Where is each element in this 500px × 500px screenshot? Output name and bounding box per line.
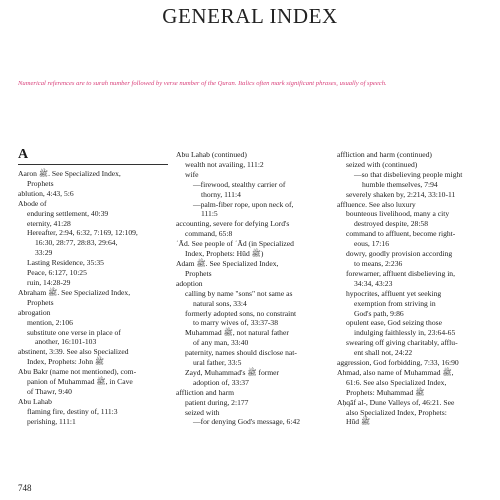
index-entry: natural sons, 33:4	[193, 298, 247, 308]
index-entry: Prophets	[27, 297, 54, 307]
index-entry: ent shall not, 24:22	[354, 348, 413, 358]
index-entry: abrogation	[18, 307, 51, 317]
index-entry: Adam ﷺ. See Specialized Index,	[176, 258, 279, 268]
section-letter: A	[18, 147, 168, 165]
index-entry: Prophets: Muhammad ﷺ	[346, 387, 425, 397]
index-entry: formerly adopted sons, no constraint	[185, 308, 297, 318]
index-column-1	[18, 147, 168, 427]
index-entry: 33:29	[35, 248, 53, 258]
index-entry: thorny, 111:4	[201, 189, 241, 199]
index-entry: accounting, severe for defying Lord's	[176, 219, 290, 229]
index-entry: severely shaken by, 2:214, 33:10-11	[346, 189, 456, 199]
index-entry: Index, Prophets: John ﷺ	[27, 357, 105, 367]
index-entry: destroyed despite, 28:58	[354, 219, 429, 229]
index-note: Numerical references are to surah number followed by verse number of the Quran. Italics often mark significant phrases, usually of speech.	[18, 80, 387, 87]
index-entry: Abu Lahab (continued)	[176, 150, 247, 159]
index-entry: Peace, 6:127, 10:25	[27, 268, 87, 278]
index-entry: patient during, 2:177	[185, 397, 249, 407]
page-title: GENERAL INDEX	[162, 4, 338, 28]
index-entry: Hūd ﷺ	[346, 417, 371, 427]
index-entry: Index, Prophets: Hūd ﷺ)	[185, 249, 264, 259]
index-entry: of any man, 33:40	[193, 338, 249, 348]
index-entry: bounteous livelihood, many a city	[346, 209, 450, 219]
index-entry: Prophets	[185, 268, 212, 278]
index-entry: command to affluent, become right-	[346, 229, 456, 239]
index-entry: indulging faithlessly in, 23:64-65	[354, 328, 456, 338]
index-entry: eous, 17:16	[354, 239, 390, 249]
index-entry: affliction and harm	[176, 387, 235, 397]
index-entry: aggression, God forbidding, 7:33, 16:90	[337, 358, 459, 368]
index-entry: substitute one verse in place of	[27, 327, 121, 337]
index-entry: ruin, 14:28-29	[27, 277, 71, 287]
index-entry: humble themselves, 7:94	[362, 179, 438, 189]
index-entry: command, 65:8	[185, 229, 233, 239]
index-entry: ablution, 4:43, 5:6	[18, 188, 74, 198]
index-entry: —palm-fiber rope, upon neck of,	[193, 199, 294, 209]
index-column-2	[176, 150, 326, 427]
index-entry: mention, 2:106	[27, 317, 73, 327]
index-entry: flaming fire, destiny of, 111:3	[27, 406, 118, 416]
index-entry: enduring settlement, 40:39	[27, 208, 109, 218]
index-entry: adoption	[176, 278, 203, 288]
index-entry: 34:34, 43:23	[354, 278, 393, 288]
index-entry: swearing off giving charitably, afflu-	[346, 338, 458, 348]
index-entry: eternity, 41:28	[27, 218, 71, 228]
index-entry: adoption of, 33:37	[193, 377, 249, 387]
index-entry: opulent ease, God seizing those	[346, 318, 442, 328]
index-entry: exemption from striving in	[354, 298, 436, 308]
index-entry: Zayd, Muhammad's ﷺ former	[185, 367, 280, 377]
index-entry: paternity, names should disclose nat-	[185, 348, 297, 358]
index-entry: 111:5	[201, 209, 218, 219]
index-entry: Aaron ﷺ. See Specialized Index,	[18, 169, 121, 178]
page-number: 748	[18, 483, 32, 493]
index-entry: —firewood, stealthy carrier of	[193, 179, 286, 189]
index-entry: hypocrites, affluent yet seeking	[346, 288, 442, 298]
index-entry: Abu Bakr (name not mentioned), com-	[18, 367, 137, 377]
index-entry: seized with (continued)	[346, 159, 418, 169]
index-entry: God's path, 9:86	[354, 308, 404, 318]
index-entry: seized with	[185, 407, 220, 417]
index-entry: Abu Lahab	[18, 396, 52, 406]
index-entry: wealth not availing, 111:2	[185, 159, 264, 169]
index-column-3	[337, 150, 487, 427]
index-entry: another, 16:101-103	[35, 337, 97, 347]
index-entry: to marry wives of, 33:37-38	[193, 318, 278, 328]
index-entry: Aḥqāf al-, Dune Valleys of, 46:21. See	[337, 397, 455, 407]
index-entry: Lasting Residence, 35:35	[27, 258, 104, 268]
index-entry: 16:30, 28:77, 28:83, 29:64,	[35, 238, 118, 248]
index-entry: ural father, 33:5	[193, 358, 242, 368]
index-entry: panion of Muhammad ﷺ, in Cave	[27, 377, 133, 387]
index-entry: perishing, 111:1	[27, 416, 76, 426]
index-entry: of Thawr, 9:40	[27, 386, 72, 396]
index-entry: affluence. See also luxury	[337, 199, 416, 209]
index-entry: abstinent, 3:39. See also Specialized	[18, 347, 129, 357]
index-entry: Prophets	[27, 178, 54, 188]
index-entry: forewarner, affluent disbelieving in,	[346, 268, 455, 278]
index-entry: ʿĀd. See people of ʿĀd (in Specialized	[176, 239, 294, 249]
index-entry: Abode of	[18, 198, 47, 208]
index-entry: Abraham ﷺ. See Specialized Index,	[18, 287, 131, 297]
index-entry: —so that disbelieving people might	[354, 169, 463, 179]
index-entry: affliction and harm (continued)	[337, 150, 432, 159]
index-entry: also Specialized Index, Prophets:	[346, 407, 447, 417]
index-entry: to means, 2:236	[354, 258, 403, 268]
index-entry: calling by name "sons" not same as	[185, 288, 293, 298]
index-entry: 61:6. See also Specialized Index,	[346, 377, 447, 387]
index-entry: wife	[185, 169, 199, 179]
index-entry: Muhammad ﷺ, not natural father	[185, 328, 289, 338]
index-entry: Hereafter, 2:94, 6:32, 7:169, 12:109,	[27, 228, 138, 238]
index-entry: —for denying God's message, 6:42	[193, 417, 301, 427]
index-entry: Ahmad, also name of Muhammad ﷺ,	[337, 367, 454, 377]
index-entry: dowry, goodly provision according	[346, 249, 453, 259]
